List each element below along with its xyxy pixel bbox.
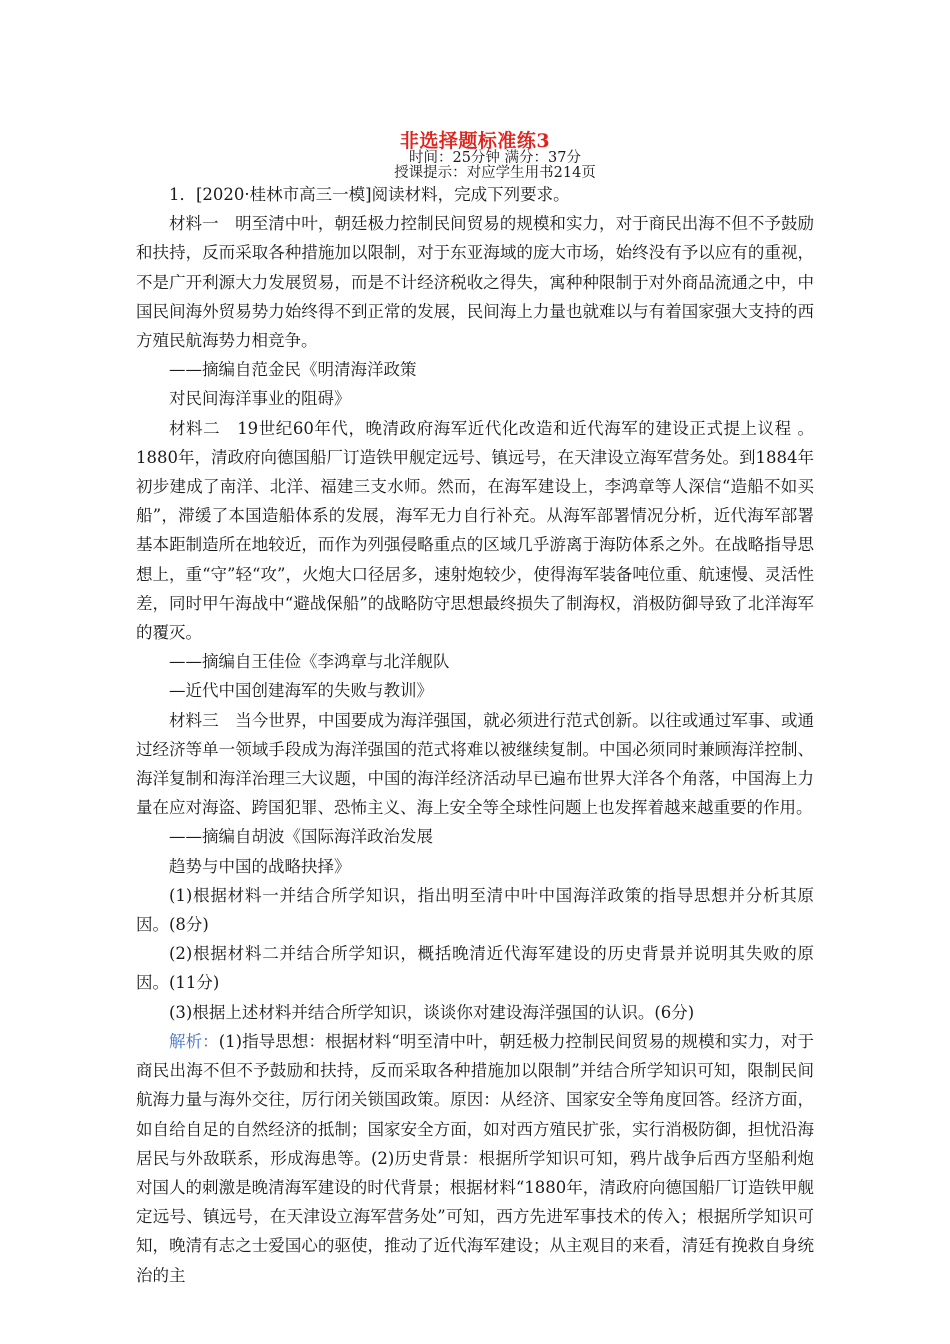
- material-three-source-line-1: ——摘编自胡波《国际海洋政治发展: [169, 827, 433, 847]
- sub-question-3: (3)根据上述材料并结合所学知识，谈谈你对建设海洋强国的认识。(6分): [169, 1002, 695, 1022]
- material-one-source-line-2: 对民间海洋事业的阻碍》: [169, 389, 351, 409]
- material-one-source-line-1: ——摘编自范金民《明清海洋政策: [169, 360, 417, 380]
- material-two: 材料二 19世纪60年代，晚清政府海军近代化改造和近代海军的建设正式提上议程 。1880年，清政府向德国船厂订造铁甲舰定远号、镇远号，在天津设立海军营务处。到1884年初步建成了南洋、北洋、福建三支水师。然而，在海军建设上，李鸿章等人深信“造船不如买船”，滞缓了本国造船体系的发展，海军无力自行补充。从海军部署情况分析，近代海军部署基本距制造所在地较近，而作为列强侵略重点的区域几乎游离于海防体系之外。在战略指导思想上，重“守”轻“攻”，火炮大口径居多，速射炮较少，使得海军装备吨位重、航速慢、灵活性差，同时甲午海战中“避战保船”的战略防守思想最终损失了制海权，消极防御导致了北洋海军的覆灭。: [136, 418, 814, 643]
- sub-question-2: (2)根据材料二并结合所学知识，概括晚清近代海军建设的历史背景并说明其失败的原因。(11分): [136, 944, 814, 993]
- time-info: 时间：25分钟 满分：37分: [408, 150, 581, 166]
- analysis-paragraph: [136, 1027, 814, 1290]
- sub-question-1: (1)根据材料一并结合所学知识，指出明至清中叶中国海洋政策的指导思想并分析其原因。(8分): [136, 885, 814, 935]
- analysis-text: (1)指导思想：根据材料“明至清中叶，朝廷极力控制民间贸易的规模和实力，对于商民出海不但不予鼓励和扶持，反而采取各种措施加以限制”并结合所学知识可知，限制民间航海力量与海外交往，厉行闭关锁国政策。原因：从经济、国家安全等角度回答。经济方面，如自给自足的自然经济的抵制；国家安全方面，如对西方殖民扩张，实行消极防御，担忧沿海居民与外敌联系，形成海患等。(2)历史背景：根据所学知识可知，鸦片战争后西方坚船利炮对国人的刺激是晚清海军建设的时代背景；根据材料“1880年，清政府向德国船厂订造铁甲舰定远号、镇远号，在天津设立海军营务处”可知，西方先进军事技术的传入；根据所学知识可知，晚清有志之士爱国心的驱使，推动了近代海军建设；从主观目的来看，清廷有挽救自身统治的主: [136, 1031, 815, 1285]
- material-two-source-line-1: ——摘编自王佳俭《李鸿章与北洋舰队: [169, 652, 450, 672]
- page-title: 非选择题标准练3: [399, 130, 551, 152]
- question-body: [136, 180, 814, 1290]
- teaching-hint: 授课提示：对应学生用书214页: [394, 165, 596, 181]
- material-three: 材料三 当今世界，中国要成为海洋强国，就必须进行范式创新。以往或通过军事、或通过经济等单一领域手段成为海洋强国的范式将难以被继续复制。中国必须同时兼顾海洋控制、海洋复制和海洋治理三大议题，中国的海洋经济活动早已遍布世界大洋各个角落，中国海上力量在应对海盗、跨国犯罪、恐怖主义、海上安全等全球性问题上也发挥着越来越重要的作用。: [136, 710, 814, 818]
- material-one: 材料一 明至清中叶，朝廷极力控制民间贸易的规模和实力，对于商民出海不但不予鼓励和扶持，反而采取各种措施加以限制，对于东亚海域的庞大市场，始终没有予以应有的重视，不是广开利源大力发展贸易，而是不计经济税收之得失，寓种种限制于对外商品流通之中，中国民间海外贸易势力始终得不到正常的发展，民间海上力量也就难以与有着国家强大支持的西方殖民航海势力相竞争。: [136, 214, 814, 351]
- analysis-label: 解析：: [169, 1031, 219, 1051]
- question-stem: 1．[2020·桂林市高三一模]阅读材料，完成下列要求。: [169, 185, 570, 204]
- material-three-source-line-2: 趋势与中国的战略抉择》: [169, 856, 351, 876]
- material-two-source-line-2: —近代中国创建海军的失败与教训》: [169, 681, 433, 701]
